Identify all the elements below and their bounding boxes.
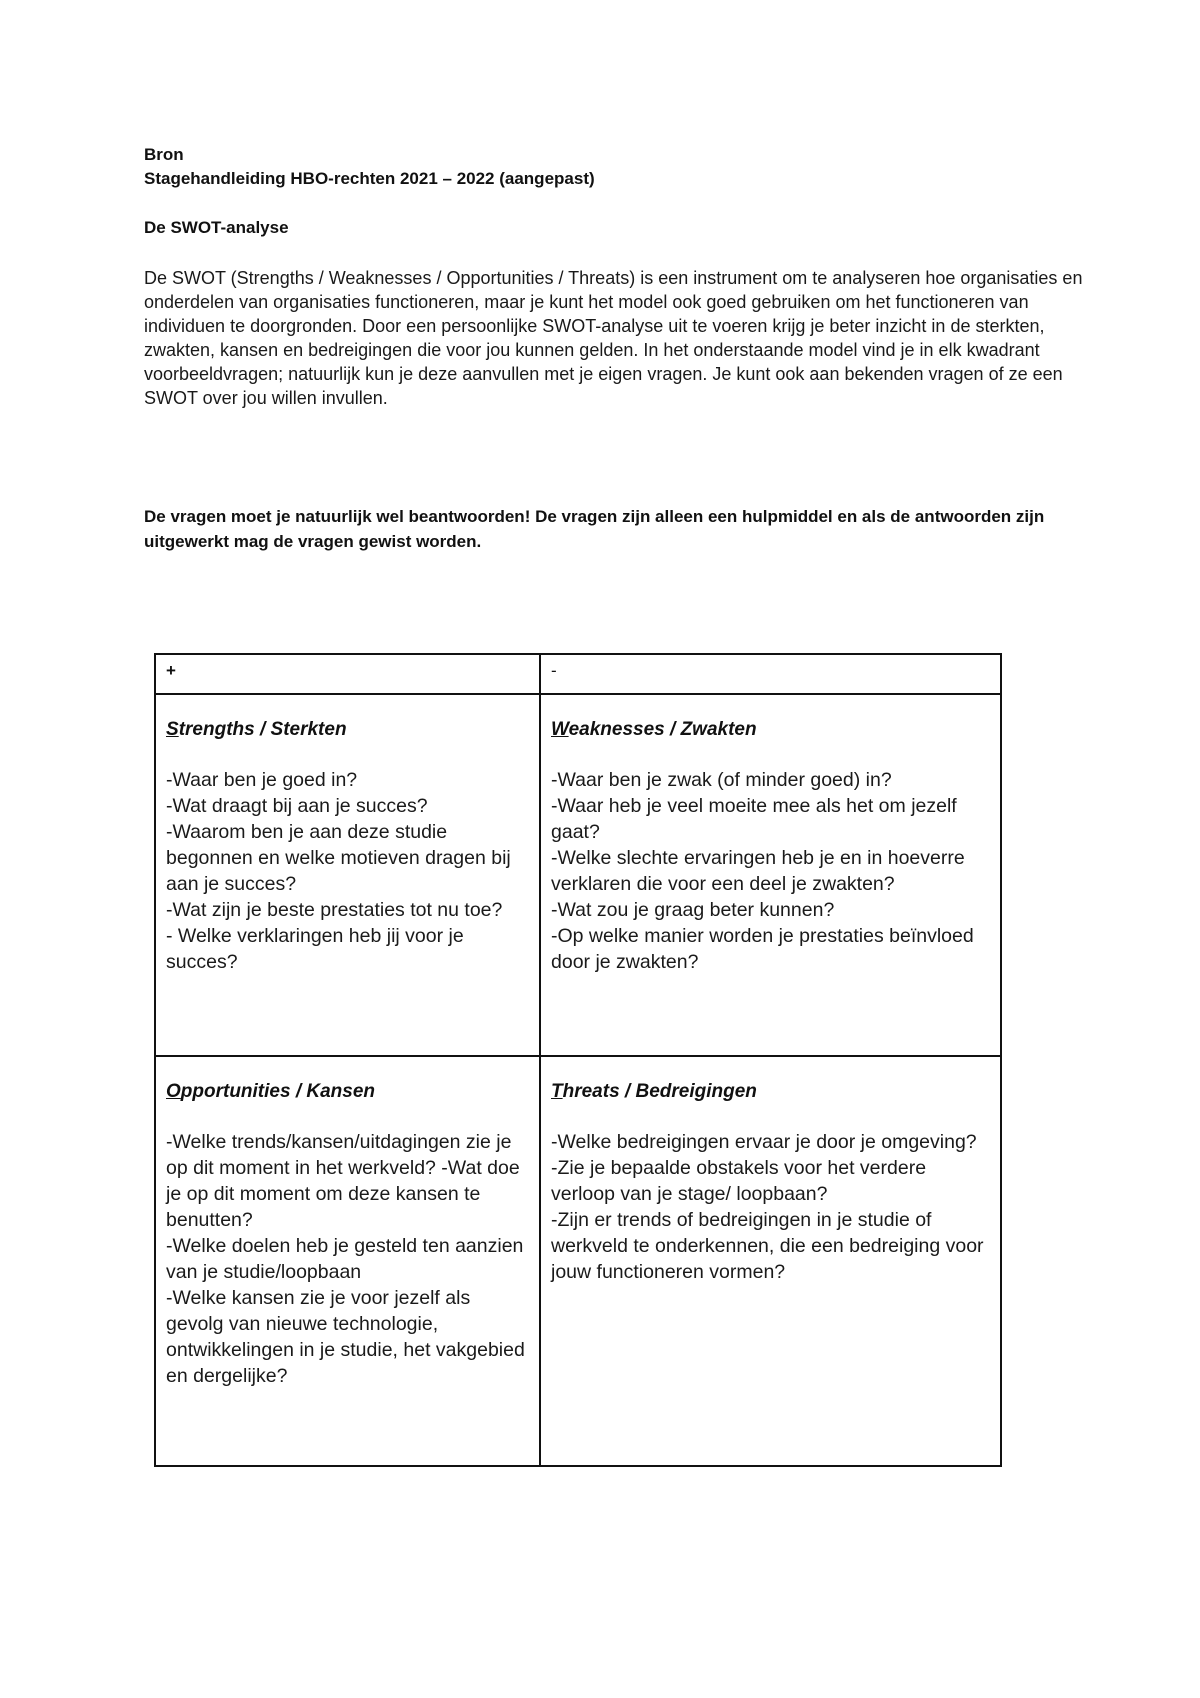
question-line: -Waar ben je zwak (of minder goed) in?	[551, 769, 892, 791]
threats-questions	[551, 1129, 990, 1285]
question-line: -Wat draagt bij aan je succes?	[166, 795, 428, 817]
instruction-note: De vragen moet je natuurlijk wel beantwoorden! De vragen zijn alleen een hulpmiddel en als de antwoorden zijn uitgewerkt mag de vragen gewist worden.	[144, 507, 1045, 551]
swot-table	[154, 653, 1002, 1467]
threats-title-initial: T	[551, 1081, 563, 1102]
weaknesses-title	[551, 717, 990, 743]
opportunities-questions	[166, 1129, 529, 1389]
question-line: -Waar ben je goed in?	[166, 769, 358, 791]
swot-row-external	[155, 1056, 1001, 1466]
weaknesses-title-initial: W	[551, 719, 569, 740]
minus-cell: -	[540, 654, 1001, 694]
opportunities-cell	[155, 1056, 540, 1466]
strengths-cell	[155, 694, 540, 1056]
question-line: -Welke trends/kansen/uitdagingen zie je op dit moment in het werkveld? -Wat doe je op dit moment om deze kansen te benutten?	[166, 1131, 520, 1231]
threats-cell	[540, 1056, 1001, 1466]
section-title: De SWOT-analyse	[144, 218, 289, 237]
question-line: -Welke slechte ervaringen heb je en in hoeverre verklaren die voor een deel je zwakten?	[551, 847, 965, 895]
weaknesses-questions	[551, 767, 990, 975]
sign-row	[155, 654, 1001, 694]
question-line: -Welke bedreigingen ervaar je door je omgeving?	[551, 1131, 977, 1153]
question-line: -Zijn er trends of bedreigingen in je studie of werkveld te onderkennen, die een bedreiging voor jouw functioneren vormen?	[551, 1209, 984, 1283]
strengths-title-rest: trengths / Sterkten	[178, 719, 347, 740]
strengths-title-initial: S	[166, 719, 179, 740]
question-line: -Wat zou je graag beter kunnen?	[551, 899, 835, 921]
question-line: -Wat zijn je beste prestaties tot nu toe?	[166, 899, 503, 921]
question-line: - Welke verklaringen heb jij voor je succes?	[166, 925, 464, 973]
document-subtitle: Stagehandleiding HBO-rechten 2021 – 2022 (aangepast)	[144, 169, 595, 188]
question-line: -Welke kansen zie je voor jezelf als gevolg van nieuwe technologie, ontwikkelingen in je studie, het vakgebied en dergelijke?	[166, 1287, 525, 1387]
question-line: -Waar heb je veel moeite mee als het om jezelf gaat?	[551, 795, 957, 843]
question-line: -Waarom ben je aan deze studie begonnen en welke motieven dragen bij aan je succes?	[166, 821, 511, 895]
swot-row-internal	[155, 694, 1001, 1056]
question-line: -Zie je bepaalde obstakels voor het verdere verloop van je stage/ loopbaan?	[551, 1157, 927, 1205]
plus-cell: +	[155, 654, 540, 694]
strengths-questions	[166, 767, 529, 975]
threats-title-rest: hreats / Bedreigingen	[562, 1081, 757, 1102]
opportunities-title-rest: pportunities / Kansen	[180, 1081, 376, 1102]
intro-paragraph: De SWOT (Strengths / Weaknesses / Opportunities / Threats) is een instrument om te analyseren hoe organisaties en onderdelen van organisaties functioneren, maar je kunt het model ook goed gebruiken om het functioneren van individuen te doorgronden. Door een persoonlijke SWOT-analyse uit te voeren krijg je beter inzicht in de sterkten, zwakten, kansen en bedreigingen die voor jou kunnen gelden. In het onderstaande model vind je in elk kwadrant voorbeeldvragen; natuurlijk kun je deze aanvullen met je eigen vragen. Je kunt ook aan bekenden vragen of ze een SWOT over jou willen invullen.	[144, 268, 1083, 408]
strengths-title	[166, 717, 529, 743]
question-line: -Op welke manier worden je prestaties beïnvloed door je zwakten?	[551, 925, 974, 973]
source-label: Bron	[144, 145, 184, 164]
question-line: -Welke doelen heb je gesteld ten aanzien van je studie/loopbaan	[166, 1235, 524, 1283]
opportunities-title	[166, 1079, 529, 1105]
weaknesses-cell	[540, 694, 1001, 1056]
weaknesses-title-rest: eaknesses / Zwakten	[568, 719, 757, 740]
threats-title	[551, 1079, 990, 1105]
opportunities-title-initial: O	[166, 1081, 181, 1102]
